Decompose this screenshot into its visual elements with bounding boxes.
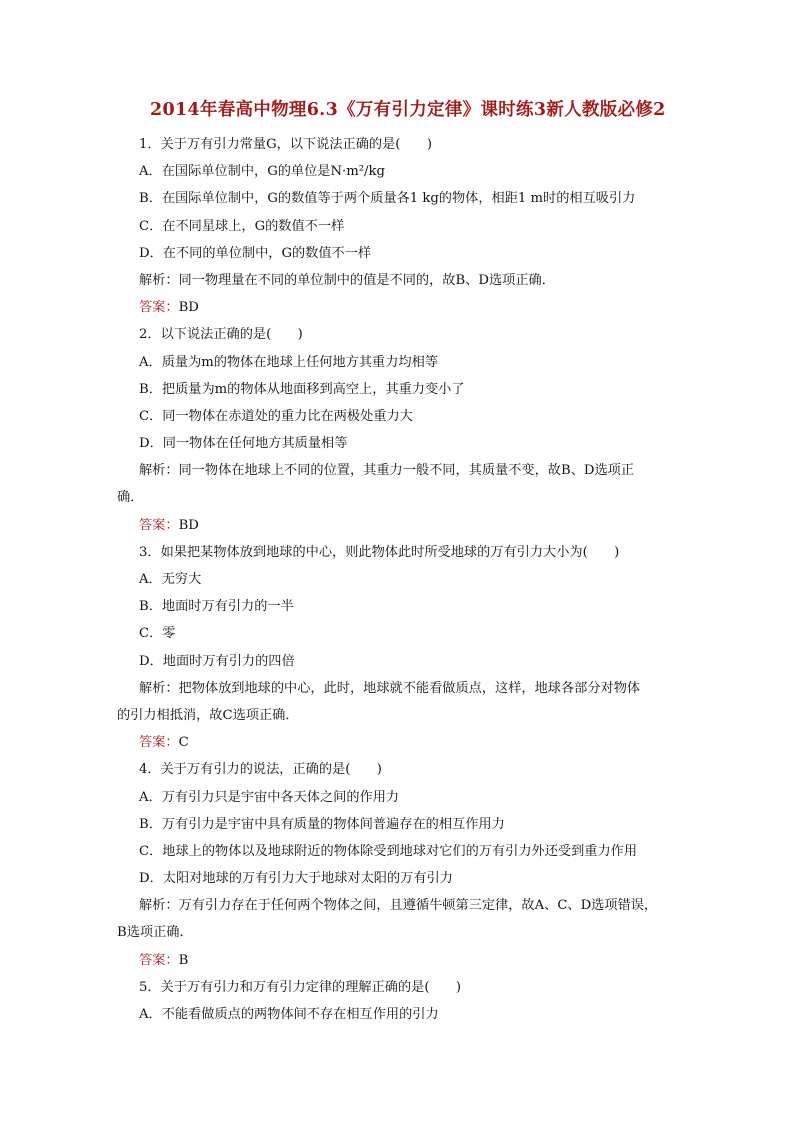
answer-line bbox=[117, 947, 677, 974]
option-line: A．质量为m的物体在地球上任何地方其重力均相等 bbox=[139, 354, 438, 370]
answer-label: 答案： bbox=[139, 952, 179, 968]
question-4: 4．关于万有引力的说法，正确的是( ) bbox=[139, 762, 382, 778]
option-line: D．同一物体在任何地方其质量相等 bbox=[139, 436, 348, 452]
answer-value: B bbox=[178, 952, 189, 968]
answer-label: 答案： bbox=[139, 300, 179, 316]
option-line: A．万有引力只是宇宙中各天体之间的作用力 bbox=[139, 789, 400, 805]
question-5: 5．关于万有引力和万有引力定律的理解正确的是( ) bbox=[139, 979, 461, 995]
option-line: B．把质量为m的物体从地面移到高空上，其重力变小了 bbox=[139, 381, 465, 397]
question-3: 3．如果把某物体放到地球的中心，则此物体此时所受地球的万有引力大小为( ) bbox=[139, 544, 620, 560]
analysis-line: 解析：同一物理量在不同的单位制中的值是不同的，故B、D选项正确． bbox=[139, 272, 555, 288]
analysis-line: 解析：把物体放到地球的中心，此时，地球就不能看做质点，这样，地球各部分对物体 bbox=[139, 680, 641, 696]
answer-line bbox=[117, 729, 677, 756]
analysis-line-wrap: 确． bbox=[117, 490, 144, 506]
question-2: 2．以下说法正确的是( ) bbox=[139, 327, 303, 343]
answer-line bbox=[117, 294, 677, 321]
option-line: B．在国际单位制中，G的数值等于两个质量各1 kg的物体，相距1 m时的相互吸引力 bbox=[139, 191, 636, 207]
option-line: B．地面时万有引力的一半 bbox=[139, 599, 294, 615]
option-line: C．零 bbox=[139, 626, 176, 642]
option-line: C．同一物体在赤道处的重力比在两极处重力大 bbox=[139, 408, 413, 424]
option-line: D．在不同的单位制中，G的数值不一样 bbox=[139, 245, 372, 261]
option-line: D．地面时万有引力的四倍 bbox=[139, 653, 295, 669]
answer-label: 答案： bbox=[139, 735, 179, 751]
question-1: 1．关于万有引力常量G，以下说法正确的是( ) bbox=[139, 137, 432, 152]
option-line: C．地球上的物体以及地球附近的物体除受到地球对它们的万有引力外还受到重力作用 bbox=[139, 843, 638, 859]
analysis-line-wrap: 的引力相抵消，故C选项正确． bbox=[117, 707, 299, 723]
option-line: A．在国际单位制中，G的单位是N·m²/kg bbox=[139, 164, 385, 180]
option-line: A．不能看做质点的两物体间不存在相互作用的引力 bbox=[139, 1007, 439, 1022]
analysis-line: 解析：同一物体在地球上不同的位置，其重力一般不同，其质量不变，故B、D选项正 bbox=[139, 463, 635, 479]
answer-value: C bbox=[178, 735, 189, 751]
option-line: C．在不同星球上，G的数值不一样 bbox=[139, 218, 345, 234]
analysis-line: 解析：万有引力存在于任何两个物体之间，且遵循牛顿第三定律，故A、C、D选项错误， bbox=[139, 898, 658, 914]
answer-value: BD bbox=[178, 300, 199, 316]
document-content bbox=[117, 131, 677, 1028]
answer-line bbox=[117, 512, 677, 539]
document-title: 2014年春高中物理6.3《万有引力定律》课时练3新人教版必修2 bbox=[150, 100, 666, 120]
answer-label: 答案： bbox=[139, 517, 179, 533]
answer-value: BD bbox=[178, 517, 199, 533]
analysis-line-wrap: B选项正确． bbox=[117, 925, 193, 941]
option-line: D．太阳对地球的万有引力大于地球对太阳的万有引力 bbox=[139, 871, 453, 887]
option-line: B．万有引力是宇宙中具有质量的物体间普遍存在的相互作用力 bbox=[139, 816, 505, 832]
option-line: A．无穷大 bbox=[139, 572, 202, 587]
